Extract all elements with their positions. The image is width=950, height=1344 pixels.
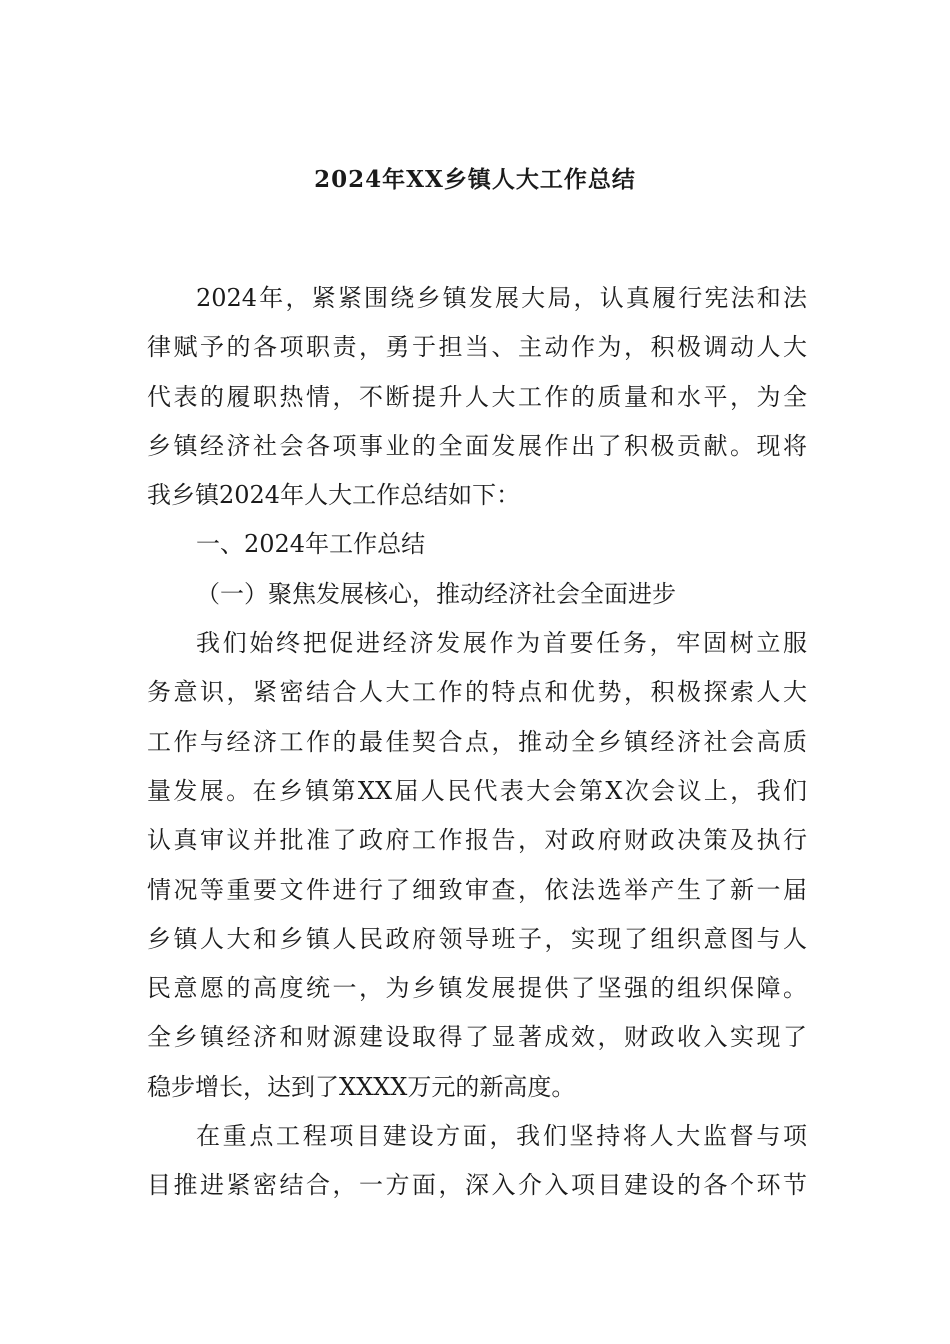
text-line: 工作与经济工作的最佳契合点，推动全乡镇经济社会高质	[147, 727, 807, 756]
text-line: 代表的履职热情，不断提升人大工作的质量和水平，为全	[147, 382, 807, 411]
text-line: 律赋予的各项职责，勇于担当、主动作为，积极调动人大	[147, 333, 807, 362]
text-line: 认真审议并批准了政府工作报告，对政府财政决策及执行	[147, 826, 807, 855]
text-line: 我们始终把促进经济发展作为首要任务，牢固树立服	[196, 629, 807, 658]
text-line: （一）聚焦发展核心，推动经济社会全面进步	[196, 579, 676, 608]
text-line: 乡镇经济社会各项事业的全面发展作出了积极贡献。现将	[147, 431, 807, 460]
text-line: 我乡镇2024年人大工作总结如下：	[147, 481, 521, 510]
text-line: 量发展。在乡镇第XX届人民代表大会第X次会议上，我们	[147, 776, 807, 805]
text-line: 乡镇人大和乡镇人民政府领导班子，实现了组织意图与人	[147, 924, 807, 953]
text-line: 目推进紧密结合，一方面，深入介入项目建设的各个环节	[147, 1171, 807, 1200]
text-line: 全乡镇经济和财源建设取得了显著成效，财政收入实现了	[147, 1023, 807, 1052]
text-line: 民意愿的高度统一，为乡镇发展提供了坚强的组织保障。	[147, 974, 807, 1003]
text-line: 一、2024年工作总结	[196, 530, 426, 559]
text-line: 务意识，紧密结合人大工作的特点和优势，积极探索人大	[147, 678, 807, 707]
document-body	[147, 280, 807, 1217]
text-line: 在重点工程项目建设方面，我们坚持将人大监督与项	[196, 1122, 807, 1151]
text-line: 2024年，紧紧围绕乡镇发展大局，认真履行宪法和法	[196, 284, 807, 312]
document-title: 2024年XX乡镇人大工作总结	[314, 166, 636, 193]
text-line: 稳步增长，达到了XXXX万元的新高度。	[147, 1072, 576, 1101]
text-line: 情况等重要文件进行了细致审查，依法选举产生了新一届	[147, 875, 807, 904]
